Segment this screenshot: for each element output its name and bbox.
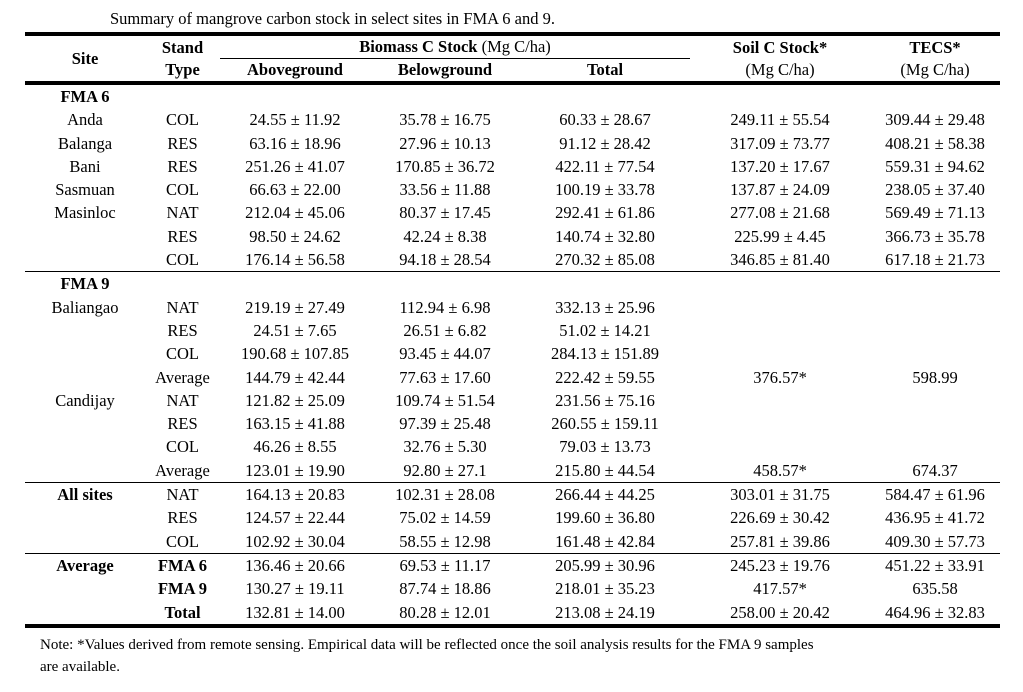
table-row: [25, 178, 1000, 201]
cell-soil: [690, 319, 870, 342]
carbon-stock-table: [25, 32, 1000, 628]
cell-aboveground: 46.26 ± 8.55: [253, 437, 337, 457]
cell-belowground: 93.45 ± 44.07: [399, 344, 491, 364]
cell-site: [25, 577, 145, 600]
cell-total: 270.32 ± 85.08: [555, 250, 655, 270]
table-row: [25, 601, 1000, 626]
cell-stand: Average: [155, 460, 210, 480]
cell-stand: FMA 6: [145, 553, 220, 577]
cell-stand: COL: [166, 437, 199, 457]
cell-stand: COL: [166, 250, 199, 270]
cell-aboveground: 24.55 ± 11.92: [249, 110, 341, 130]
cell-aboveground: 136.46 ± 20.66: [220, 553, 370, 577]
cell-site: [25, 366, 145, 389]
cell-belowground: 112.94 ± 6.98: [399, 297, 491, 317]
cell-belowground: [370, 83, 520, 108]
cell-tecs: 451.22 ± 33.91: [870, 553, 1000, 577]
cell-site: [25, 412, 145, 435]
cell-stand: COL: [166, 180, 199, 200]
cell-belowground: 87.74 ± 18.86: [399, 579, 491, 599]
cell-stand: COL: [166, 110, 199, 130]
cell-tecs: 436.95 ± 41.72: [885, 508, 985, 528]
table-row: [25, 389, 1000, 412]
cell-tecs: 408.21 ± 58.38: [885, 133, 985, 153]
header-aboveground: Aboveground: [247, 60, 343, 79]
cell-belowground: 32.76 ± 5.30: [403, 437, 487, 457]
cell-belowground: 170.85 ± 36.72: [395, 156, 495, 176]
cell-aboveground: [220, 83, 370, 108]
cell-aboveground: [220, 272, 370, 296]
cell-total: 100.19 ± 33.78: [555, 180, 655, 200]
cell-soil: 249.11 ± 55.54: [730, 110, 830, 130]
cell-total: 213.08 ± 24.19: [555, 602, 655, 622]
cell-belowground: 26.51 ± 6.82: [403, 320, 487, 340]
cell-site: [25, 506, 145, 529]
cell-total: 60.33 ± 28.67: [559, 110, 651, 130]
header-tecs: [870, 34, 1000, 83]
cell-aboveground: 66.63 ± 22.00: [249, 180, 341, 200]
header-tecs-line1: TECS*: [909, 37, 961, 57]
table-note: [40, 634, 1023, 678]
table-row: [25, 225, 1000, 248]
cell-total: 79.03 ± 13.73: [559, 437, 651, 457]
cell-stand: RES: [167, 508, 198, 528]
cell-aboveground: 123.01 ± 19.90: [245, 460, 345, 480]
table-row: [25, 296, 1000, 319]
cell-soil: 226.69 ± 30.42: [730, 508, 830, 528]
cell-soil: [690, 296, 870, 319]
cell-tecs: 635.58: [912, 579, 958, 599]
header-tecs-unit: (Mg C/ha): [900, 59, 970, 79]
header-stand-type: [145, 34, 220, 83]
cell-tecs: 464.96 ± 32.83: [885, 602, 985, 622]
cell-aboveground: 124.57 ± 22.44: [245, 508, 345, 528]
cell-belowground: 33.56 ± 11.88: [399, 180, 491, 200]
header-biomass-unit: (Mg C/ha): [477, 37, 551, 56]
cell-total: 205.99 ± 30.96: [520, 553, 690, 577]
header-site: Site: [71, 48, 99, 68]
cell-total: 332.13 ± 25.96: [555, 297, 655, 317]
cell-soil: 277.08 ± 21.68: [730, 203, 830, 223]
cell-stand: Average: [155, 367, 210, 387]
cell-aboveground: 251.26 ± 41.07: [245, 156, 345, 176]
cell-belowground: 80.28 ± 12.01: [399, 602, 491, 622]
table-row: [25, 342, 1000, 365]
cell-soil: [690, 342, 870, 365]
table-row: [25, 412, 1000, 435]
cell-site: [25, 459, 145, 483]
cell-belowground: 58.55 ± 12.98: [399, 531, 491, 551]
header-row-1: [25, 34, 1000, 59]
cell-total: 215.80 ± 44.54: [555, 460, 655, 480]
cell-total: 422.11 ± 77.54: [555, 156, 655, 176]
table-row: [25, 155, 1000, 178]
header-stand-line1: Stand: [161, 37, 204, 57]
cell-soil: 317.09 ± 73.77: [730, 133, 830, 153]
table-row: [25, 459, 1000, 483]
header-total: Total: [586, 60, 624, 79]
cell-belowground: 102.31 ± 28.08: [370, 483, 520, 507]
cell-aboveground: 219.19 ± 27.49: [245, 297, 345, 317]
cell-stand: FMA 9: [157, 579, 208, 599]
cell-tecs: [870, 412, 1000, 435]
cell-stand: [145, 272, 220, 296]
cell-belowground: 109.74 ± 51.54: [395, 390, 495, 410]
cell-total: 266.44 ± 44.25: [520, 483, 690, 507]
cell-total: 161.48 ± 42.84: [555, 531, 655, 551]
cell-site: [25, 435, 145, 458]
cell-site: Balanga: [57, 133, 113, 153]
cell-total: [520, 83, 690, 108]
cell-belowground: 77.63 ± 17.60: [399, 367, 491, 387]
table-row: [25, 506, 1000, 529]
cell-stand: RES: [167, 156, 198, 176]
cell-stand: [145, 83, 220, 108]
cell-aboveground: 176.14 ± 56.58: [245, 250, 345, 270]
table-row: [25, 366, 1000, 389]
cell-total: 260.55 ± 159.11: [551, 414, 659, 434]
cell-stand: NAT: [166, 390, 199, 410]
cell-belowground: 94.18 ± 28.54: [399, 250, 491, 270]
cell-soil: [690, 412, 870, 435]
cell-site: Sasmuan: [55, 180, 115, 200]
cell-site: [25, 530, 145, 554]
cell-soil: 417.57*: [753, 579, 807, 599]
cell-site: FMA 9: [25, 272, 145, 296]
cell-belowground: 42.24 ± 8.38: [403, 226, 487, 246]
table-row: [25, 83, 1000, 108]
cell-total: 231.56 ± 75.16: [555, 390, 655, 410]
cell-aboveground: 212.04 ± 45.06: [245, 203, 345, 223]
table-row: [25, 319, 1000, 342]
cell-tecs: 584.47 ± 61.96: [870, 483, 1000, 507]
cell-tecs: [870, 389, 1000, 412]
cell-belowground: 69.53 ± 11.17: [370, 553, 520, 577]
cell-soil: 258.00 ± 20.42: [730, 602, 830, 622]
cell-tecs: 598.99: [912, 367, 958, 387]
cell-belowground: [370, 272, 520, 296]
cell-belowground: 92.80 ± 27.1: [403, 460, 487, 480]
table-row: [25, 108, 1000, 131]
header-stand-line2: Type: [165, 59, 200, 79]
cell-soil: 225.99 ± 4.45: [734, 226, 826, 246]
cell-stand: RES: [167, 133, 198, 153]
cell-soil: 346.85 ± 81.40: [730, 250, 830, 270]
cell-soil: [690, 83, 870, 108]
cell-aboveground: 163.15 ± 41.88: [245, 414, 345, 434]
table-row: [25, 530, 1000, 554]
cell-aboveground: 98.50 ± 24.62: [249, 226, 341, 246]
cell-tecs: [870, 342, 1000, 365]
cell-belowground: 97.39 ± 25.48: [399, 414, 491, 434]
cell-total: 199.60 ± 36.80: [555, 508, 655, 528]
table-row: [25, 435, 1000, 458]
cell-belowground: 75.02 ± 14.59: [399, 508, 491, 528]
cell-soil: [690, 435, 870, 458]
cell-tecs: 674.37: [912, 460, 958, 480]
note-line-2: are available.: [40, 658, 120, 675]
table-caption: Summary of mangrove carbon stock in select sites in FMA 6 and 9.: [110, 9, 555, 28]
cell-tecs: 559.31 ± 94.62: [885, 156, 985, 176]
note-line-1: Note: *Values derived from remote sensing. Empirical data will be reflected once the soil analysis results for the FMA 9 samples: [40, 636, 814, 653]
cell-site: [25, 225, 145, 248]
cell-stand: NAT: [166, 203, 199, 223]
cell-aboveground: 132.81 ± 14.00: [245, 602, 345, 622]
cell-tecs: 309.44 ± 29.48: [885, 110, 985, 130]
cell-aboveground: 121.82 ± 25.09: [245, 390, 345, 410]
cell-belowground: 27.96 ± 10.13: [399, 133, 491, 153]
header-biomass-label: Biomass C Stock: [359, 37, 478, 56]
cell-stand: RES: [167, 414, 198, 434]
cell-stand: NAT: [145, 483, 220, 507]
table-row: [25, 272, 1000, 296]
table-row: [25, 553, 1000, 577]
cell-total: [520, 272, 690, 296]
cell-total: 284.13 ± 151.89: [550, 344, 660, 364]
cell-aboveground: 164.13 ± 20.83: [220, 483, 370, 507]
cell-soil: 257.81 ± 39.86: [730, 531, 830, 551]
cell-total: 51.02 ± 14.21: [559, 320, 651, 340]
header-soil-c-stock: [690, 34, 870, 83]
cell-site: [25, 248, 145, 272]
cell-stand: COL: [166, 531, 199, 551]
cell-tecs: [870, 272, 1000, 296]
cell-belowground: 35.78 ± 16.75: [399, 110, 491, 130]
table-row: [25, 483, 1000, 507]
cell-belowground: 80.37 ± 17.45: [399, 203, 491, 223]
cell-stand: Total: [164, 602, 201, 622]
cell-soil: 458.57*: [753, 460, 807, 480]
table-row: [25, 132, 1000, 155]
cell-aboveground: 144.79 ± 42.44: [245, 367, 345, 387]
table-row: [25, 577, 1000, 600]
header-soil-unit: (Mg C/ha): [745, 59, 815, 79]
cell-soil: 245.23 ± 19.76: [690, 553, 870, 577]
header-belowground: Belowground: [397, 60, 493, 79]
cell-site: All sites: [25, 483, 145, 507]
cell-site: Baliangao: [51, 297, 119, 317]
cell-aboveground: 63.16 ± 18.96: [249, 133, 341, 153]
header-soil-line1: Soil C Stock*: [732, 37, 828, 57]
cell-tecs: 366.73 ± 35.78: [885, 226, 985, 246]
cell-tecs: 617.18 ± 21.73: [885, 250, 985, 270]
cell-aboveground: 24.51 ± 7.65: [253, 320, 337, 340]
cell-total: 140.74 ± 32.80: [555, 226, 655, 246]
cell-site: Average: [25, 553, 145, 577]
cell-stand: COL: [166, 344, 199, 364]
cell-tecs: [870, 319, 1000, 342]
cell-tecs: [870, 435, 1000, 458]
cell-total: 218.01 ± 35.23: [555, 579, 655, 599]
cell-tecs: 238.05 ± 37.40: [885, 180, 985, 200]
table-body: [25, 83, 1000, 626]
table-row: [25, 201, 1000, 224]
cell-site: [25, 319, 145, 342]
cell-tecs: 409.30 ± 57.73: [885, 531, 985, 551]
cell-site: [25, 601, 145, 626]
cell-stand: RES: [167, 226, 198, 246]
cell-aboveground: 190.68 ± 107.85: [240, 344, 350, 364]
cell-total: 222.42 ± 59.55: [555, 367, 655, 387]
cell-stand: NAT: [166, 297, 199, 317]
cell-soil: 137.20 ± 17.67: [730, 156, 830, 176]
header-biomass-group: [220, 34, 690, 59]
cell-soil: [690, 389, 870, 412]
cell-site: Masinloc: [54, 203, 116, 223]
cell-tecs: [870, 83, 1000, 108]
cell-total: 91.12 ± 28.42: [559, 133, 651, 153]
cell-soil: 303.01 ± 31.75: [690, 483, 870, 507]
cell-site: Bani: [69, 156, 101, 176]
cell-aboveground: 102.92 ± 30.04: [245, 531, 345, 551]
cell-stand: RES: [167, 320, 198, 340]
cell-soil: 376.57*: [753, 367, 807, 387]
cell-soil: 137.87 ± 24.09: [730, 180, 830, 200]
cell-total: 292.41 ± 61.86: [555, 203, 655, 223]
cell-soil: [690, 272, 870, 296]
cell-tecs: [870, 296, 1000, 319]
cell-site: [25, 342, 145, 365]
table-row: [25, 248, 1000, 272]
cell-site: Candijay: [55, 390, 115, 410]
cell-site: FMA 6: [60, 87, 110, 106]
cell-site: Anda: [67, 110, 103, 130]
cell-tecs: 569.49 ± 71.13: [885, 203, 985, 223]
table-header: [25, 34, 1000, 83]
cell-aboveground: 130.27 ± 19.11: [245, 579, 345, 599]
